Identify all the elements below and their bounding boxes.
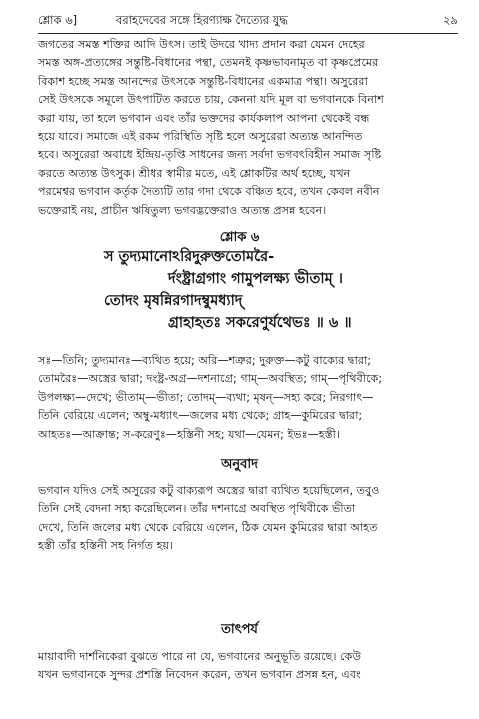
purport-paragraph <box>38 648 458 685</box>
purport-heading: তাৎপর্য <box>221 622 258 637</box>
verse-line: গ্রাহাহতঃ সকরেণুর্যথেভঃ ॥ ৬ ॥ <box>168 315 352 331</box>
purport-line: মায়াবাদী দার্শনিকেরা বুঝতে পারে না যে, ভগবানের অনুভূতি রয়েছে। কেউ <box>38 650 362 663</box>
translation-line: হস্তী তাঁর হস্তিনী সহ নির্গত হয়। <box>38 539 174 553</box>
header-verse-ref: শ্লোক ৬] <box>38 13 78 27</box>
intro-line: করা যায়, তা হলে ভগবান এবং তাঁর ভক্তদের কার্যকলাপ আপনা থেকেই বন্ধ <box>38 111 370 125</box>
translation-line: ভগবান যদিও সেই অসুরের কটু বাক্যরূপ অস্ত্রের দ্বারা ব্যথিত হয়েছিলেন, তবুও <box>38 484 380 497</box>
intro-paragraph <box>38 36 458 220</box>
intro-line: ভক্তেরাই নয়, প্রাচীন ঋষিতুল্য ভগবদ্ভক্তেরাও অত্যন্ত প্রসন্ন হবেন। <box>38 203 327 217</box>
intro-line: সমস্ত অঙ্গ-প্রত্যঙ্গের সন্তুষ্টি-বিধানের পন্থা, তেমনই কৃষ্ণভাবনামৃত বা কৃষ্ণপ্রেমের <box>38 56 379 70</box>
page-header <box>38 10 458 30</box>
synonym-line: তিনি বেরিয়ে এলেন; অম্বু-মধ্যাৎ—জলের মধ্য থেকে; গ্রাহ—কুমিরের দ্বারা; <box>38 409 363 423</box>
intro-line: সেই উৎসকে সমূলে উৎপাটিত করতে চায়, কেননা যদি মূল বা ভগবানকে বিনাশ <box>38 93 384 107</box>
intro-line: পরমেশ্বর ভগবান কর্তৃক দৈত্যটি তার গদা থেকে বঞ্চিত হবে, তখন কেবল নবীন <box>38 185 380 199</box>
synonym-line: তোমরৈঃ—অস্ত্রের দ্বারা; দংষ্ট্র-অগ্র—দশনাগ্রে; গাম্—অবস্থিত; গাম্—পৃথিবীকে; <box>38 372 383 386</box>
sanskrit-verse <box>0 246 479 342</box>
word-for-word-synonyms <box>38 352 458 444</box>
synonym-line: উপলক্ষ্য—দেখে; ভীতাম্—ভীতা; তোদম্—ব্যথা; মৃষন্—সহ্য করে; নিরগাৎ— <box>38 390 374 404</box>
verse-heading: শ্লোক ৬ <box>219 230 260 245</box>
synonym-line: সঃ—তিনি; তুদ্যমানঃ—ব্যথিত হয়ে; অরি—শত্রুর; দুরুক্ত—কটু বাক্যের দ্বারা; <box>38 354 371 367</box>
intro-line: করতে অত্যন্ত উৎসুক। শ্রীধর স্বামীর মতে, এই শ্লোকটির অর্থ হচ্ছে, যখন <box>38 166 351 180</box>
synonym-line: আহতঃ—আক্রান্ত; স-করেণুঃ—হস্তিনী সহ; যথা—যেমন; ইভঃ—হস্তী। <box>38 427 340 441</box>
verse-line: স তুদ্যমানোঽরিদুরুক্ততোমরৈ- <box>104 249 275 265</box>
purport-line: যখন ভগবানকে সুন্দর প্রশস্তি নিবেদন করেন, তখন ভগবান প্রসন্ন হন, এবং <box>38 668 361 682</box>
intro-line: হবে। অসুরেরা অবাধে ইন্দ্রিয়-তৃপ্তি সাধনের জন্য সর্বদা ভগবৎবিহীন সমাজ সৃষ্টি <box>38 148 382 162</box>
translation-line: তিনি সেই বেদনা সহ্য করেছিলেন। তাঁর দশনাগ্রে অবস্থিত পৃথিবীকে ভীতা <box>38 502 356 516</box>
intro-line: জগতের সমস্ত শক্তির আদি উৎস। তাই উদরে খাদ্য প্রদান করা যেমন দেহের <box>38 38 365 51</box>
header-chapter-title: বরাহদেবের সঙ্গে হিরণ্যাক্ষ দৈত্যের যুদ্ধ <box>116 13 288 27</box>
verse-line: র্দংষ্ট্রাগ্রগাং গামুপলক্ষ্য ভীতাম্ । <box>168 271 343 287</box>
intro-line: বিকাশ হচ্ছে সমস্ত আনন্দের উৎসকে সন্তুষ্টি-বিধানের একমাত্র পন্থা। অসুরেরা <box>38 74 368 88</box>
translation-paragraph <box>38 482 458 556</box>
translation-line: দেখে, তিনি জলের মধ্য থেকে বেরিয়ে এলেন, ঠিক যেমন কুমিরের দ্বারা আহত <box>38 520 378 534</box>
translation-heading: অনুবাদ <box>221 457 258 472</box>
page-number: ২৯ <box>443 13 458 27</box>
intro-line: হয়ে যাবে। সমাজে এই রকম পরিস্থিতি সৃষ্টি হলে অসুরেরা অত্যন্ত আনন্দিত <box>38 129 363 143</box>
header-rule <box>38 33 458 34</box>
verse-line: তোদং মৃষন্নিরগাদম্বুমধ্যাদ্ <box>104 293 243 309</box>
